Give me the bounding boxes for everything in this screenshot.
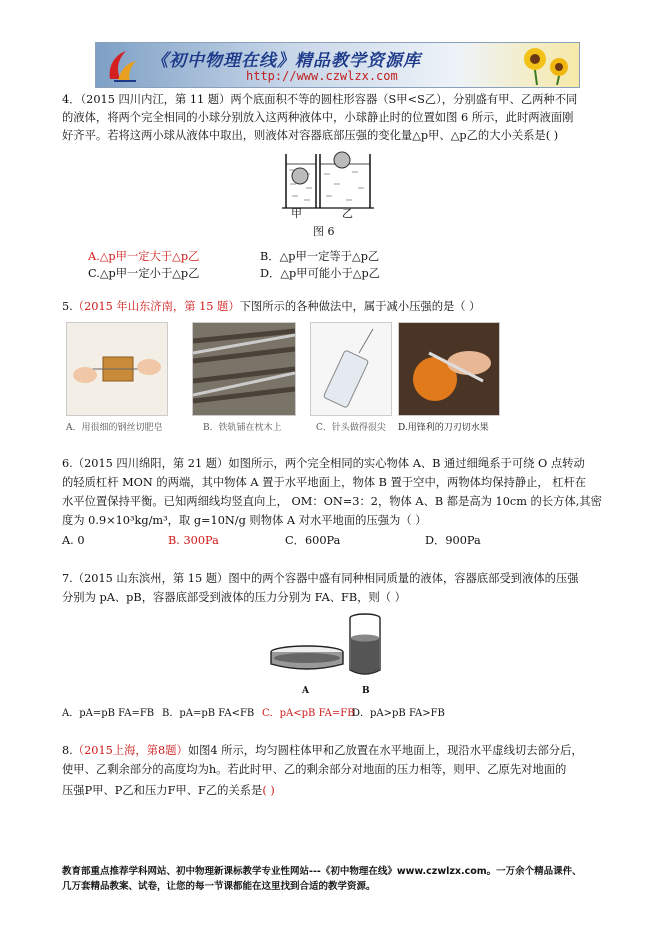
q4-line1: 4．（2015 四川内江，第 11 题）两个底面积不等的圆柱形容器（S甲<S乙），分别盛有甲、乙两种不同 bbox=[62, 93, 578, 106]
q5-photo-a bbox=[66, 322, 168, 416]
q7-fig-label-a: A bbox=[302, 686, 309, 696]
q7-figure bbox=[265, 608, 415, 690]
syringe-image bbox=[311, 323, 391, 415]
q7-line1: 7.（2015 山东滨州，第 15 题）图中的两个容器中盛有同种相同质量的液体，容器底部受到液体的压强 bbox=[62, 572, 579, 585]
q7-option-a: A．pA=pB FA=FB bbox=[62, 708, 155, 719]
q6-line1: 6.（2015 四川绵阳，第 21 题）如图所示，两个完全相同的实心物体 A、B 通过细绳系于可绕 O 点转动 bbox=[62, 457, 585, 470]
q5-caption-b: B．铁轨铺在枕木上 bbox=[203, 423, 282, 433]
site-logo-icon bbox=[106, 47, 140, 83]
q7-option-b: B．pA=pB FA<FB bbox=[162, 708, 255, 719]
q7-fig-label-b: B bbox=[362, 686, 370, 696]
q4-fig-caption: 图 6 bbox=[313, 225, 335, 238]
q4-option-c: C.△p甲一定小于△p乙 bbox=[88, 267, 200, 280]
q4-fig-left-label: 甲 bbox=[291, 207, 302, 220]
q5-stem bbox=[62, 298, 480, 316]
footer-line1: 教育部重点推荐学科网站、初中物理新课标教学专业性网站---《初中物理在线》www.czwlzx.com。一万余个精品课件、 bbox=[62, 866, 582, 877]
q4-figure bbox=[278, 150, 378, 212]
q5-caption-d: D.用锋利的刀刃切水果 bbox=[398, 423, 489, 433]
q8-line3 bbox=[62, 782, 275, 800]
q7-option-c: C．pA<pB FA=FB bbox=[262, 708, 355, 719]
q5-source: （2015 年山东济南，第 15 题） bbox=[72, 300, 240, 313]
q7-option-d: D．pA>pB FA>FB bbox=[352, 708, 445, 719]
q4-option-a: A.△p甲一定大于△p乙 bbox=[88, 250, 200, 263]
header-banner bbox=[95, 42, 580, 88]
q6-line2: 的轻质杠杆 MON 的两端，其中物体 A 置于水平地面上，物体 B 置于空中，两物体均保持静止， 杠杆在 bbox=[62, 476, 587, 489]
q8-source: （2015上海，第8题） bbox=[72, 744, 188, 757]
q6-option-a: A. 0 bbox=[62, 534, 85, 547]
q6-option-c: C．600Pa bbox=[285, 534, 341, 547]
banner-title: 《初中物理在线》精品教学资源库 bbox=[151, 51, 421, 71]
q5-photo-c bbox=[310, 322, 392, 416]
q6-line3: 水平位置保持平衡。已知两细线均竖直向上， OM：ON=3：2，物体 A、B 都是高为 10cm 的长方体,其密 bbox=[62, 495, 602, 508]
q8-line2: 使甲、乙剩余部分的高度均为h。若此时甲、乙的剩余部分对地面的压力相等，则甲、乙原先对地面的 bbox=[62, 763, 567, 776]
q8-answer-blank: ( ) bbox=[262, 784, 275, 797]
q8-text3: 压强P甲、P乙和压力F甲、F乙的关系是 bbox=[62, 784, 263, 797]
q5-text: 下图所示的各种做法中，属于减小压强的是（ ） bbox=[239, 300, 481, 313]
sunflower-icon bbox=[515, 45, 573, 85]
q5-caption-c: C．针头做得很尖 bbox=[316, 423, 386, 433]
q8-text1: 如图4 所示，均匀圆柱体甲和乙放置在水平地面上，现沿水平虚线切去部分后， bbox=[187, 744, 583, 757]
q6-line4: 度为 0.9×10³kg/m³，取 g=10N/g 则物体 A 对水平地面的压强为（ ） bbox=[62, 514, 427, 527]
q5-number: 5. bbox=[62, 300, 73, 313]
q8-number: 8. bbox=[62, 744, 73, 757]
q4-option-d: D．△p甲可能小于△p乙 bbox=[260, 267, 380, 280]
q5-photo-b bbox=[192, 322, 296, 416]
knife-fruit-image bbox=[399, 323, 499, 415]
footer-line2: 几万套精品教案、试卷，让您的每一节课都能在这里找到合适的教学资源。 bbox=[62, 881, 376, 892]
q7-line2: 分别为 pA、pB，容器底部受到液体的压力分别为 FA、FB，则（ ） bbox=[62, 591, 406, 604]
q8-line1 bbox=[62, 742, 583, 760]
q6-option-d: D．900Pa bbox=[425, 534, 481, 547]
q5-caption-a: A．用很细的钢丝切肥皂 bbox=[66, 423, 163, 433]
q4-line2: 的液体，将两个完全相同的小球分别放入这两种液体中，小球静止时的位置如图 6 所示，此时两液面刚 bbox=[62, 111, 574, 124]
q4-fig-right-label: 乙 bbox=[342, 207, 353, 220]
q6-option-b: B. 300Pa bbox=[168, 534, 219, 547]
q4-option-b: B．△p甲一定等于△p乙 bbox=[260, 250, 380, 263]
q5-photo-d bbox=[398, 322, 500, 416]
railway-track-image bbox=[193, 323, 295, 415]
soap-wire-image bbox=[67, 323, 167, 415]
q4-line3: 好齐平。若将这两小球从液体中取出，则液体对容器底部压强的变化量△p甲、△p乙的大小关系是( ) bbox=[62, 129, 559, 142]
banner-url[interactable]: http://www.czwlzx.com bbox=[246, 69, 398, 83]
